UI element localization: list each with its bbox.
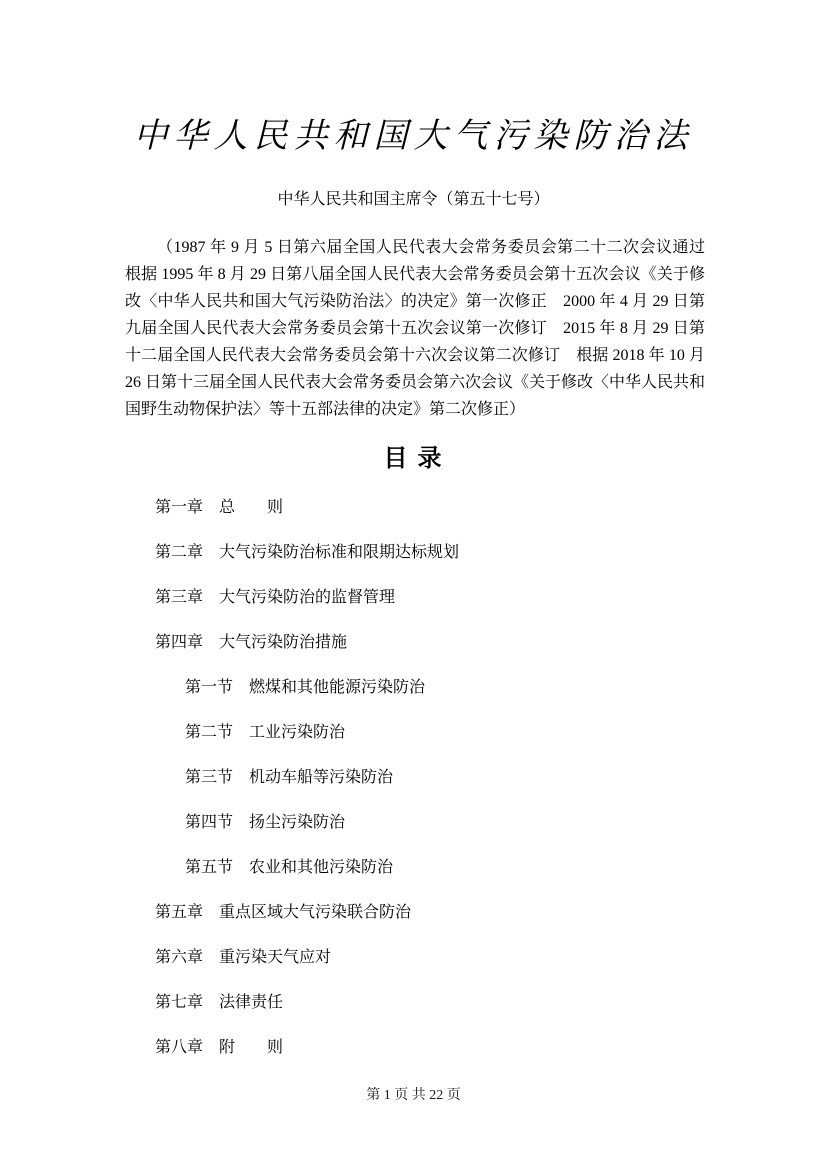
toc-item-chapter-7: 第七章 法律责任 bbox=[155, 994, 284, 1011]
toc-item-chapter-3: 第三章 大气污染防治的监督管理 bbox=[155, 589, 396, 606]
amendment-history-paragraph: （1987 年 9 月 5 日第六届全国人民代表大会常务委员会第二十二次会议通过 根据 1995 年 8 月 29 日第八届全国人民代表大会常务委员会第十五次会议《关于修改〈中华人民共和国大气污染防治法〉的决定》第一次修正 2000 年 4 月 29 日第九届全国人民代表大会常务委员会第十五次会议第一次修订 2015 年 8 月 29 日第十二届全国人民代表大会常务委员会第十六次会议第二次修订 根据 2018 年 10 月 26 日第十三届全国人民代表大会常务委员会第六次会议《关于修改〈中华人民共和国野生动物保护法〉等十五部法律的决定》第二次修正） bbox=[125, 239, 722, 418]
toc-item-section-4-2: 第二节 工业污染防治 bbox=[185, 724, 346, 741]
toc-item-chapter-8: 第八章 附 则 bbox=[155, 1039, 284, 1056]
toc-item-chapter-6: 第六章 重污染天气应对 bbox=[155, 949, 332, 966]
toc-item-section-4-5: 第五节 农业和其他污染防治 bbox=[185, 859, 394, 876]
toc-heading: 目 录 bbox=[383, 446, 444, 472]
toc-item-chapter-4: 第四章 大气污染防治措施 bbox=[155, 634, 348, 651]
toc-item-section-4-4: 第四节 扬尘污染防治 bbox=[185, 814, 346, 831]
toc-item-chapter-2: 第二章 大气污染防治标准和限期达标规划 bbox=[155, 544, 460, 561]
toc-item-chapter-1: 第一章 总 则 bbox=[155, 499, 284, 516]
document-title: 中华人民共和国大气污染防治法 bbox=[133, 116, 694, 156]
toc-item-chapter-5: 第五章 重点区域大气污染联合防治 bbox=[155, 904, 412, 921]
toc-item-section-4-3: 第三节 机动车船等污染防治 bbox=[185, 769, 394, 786]
page-number-footer: 第 1 页 共 22 页 bbox=[366, 1088, 461, 1103]
table-of-contents bbox=[125, 485, 827, 1070]
toc-item-section-4-1: 第一节 燃煤和其他能源污染防治 bbox=[185, 679, 426, 696]
presidential-order-subtitle: 中华人民共和国主席令（第五十七号） bbox=[277, 191, 550, 208]
